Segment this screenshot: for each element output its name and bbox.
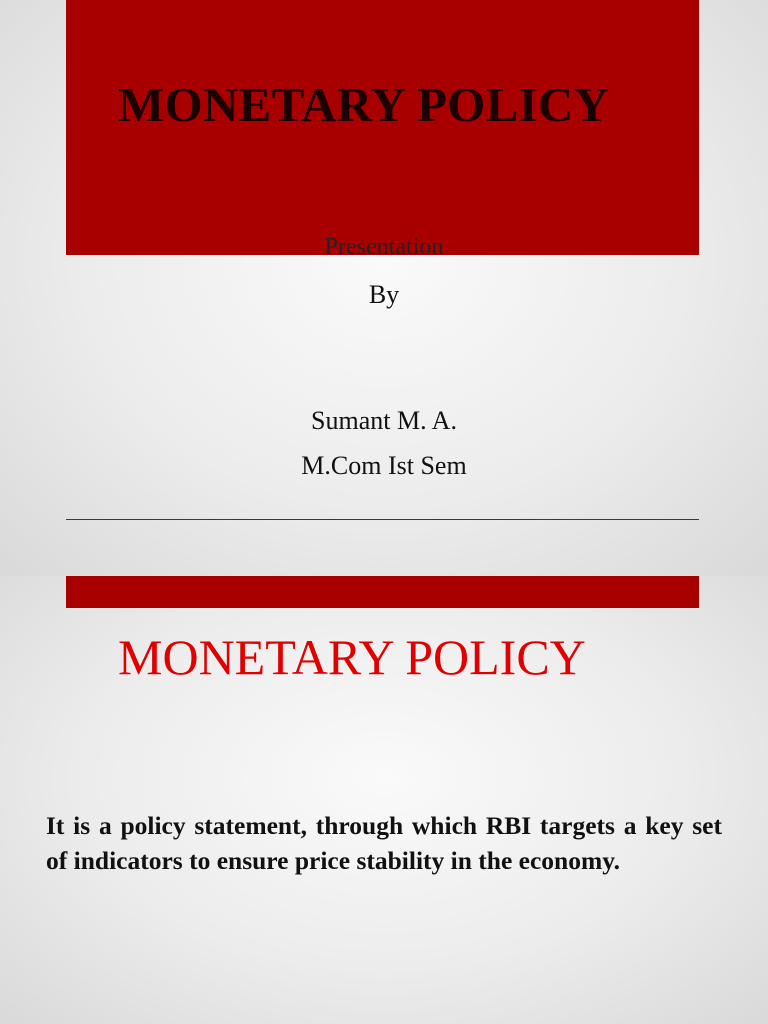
header-strip <box>66 576 699 608</box>
divider-line <box>66 519 699 520</box>
content-slide <box>0 576 768 1024</box>
definition-text: It is a policy statement, through which RBI targets a key set of indicators to ensure price stability in the economy. <box>46 811 722 875</box>
course-name: M.Com Ist Sem <box>301 451 467 480</box>
by-label: By <box>368 280 400 309</box>
author-name: Sumant M. A. <box>311 406 457 435</box>
content-slide-title: MONETARY POLICY <box>118 629 586 685</box>
presentation-label: Presentation <box>324 234 444 260</box>
slide-title: MONETARY POLICY <box>118 77 610 132</box>
